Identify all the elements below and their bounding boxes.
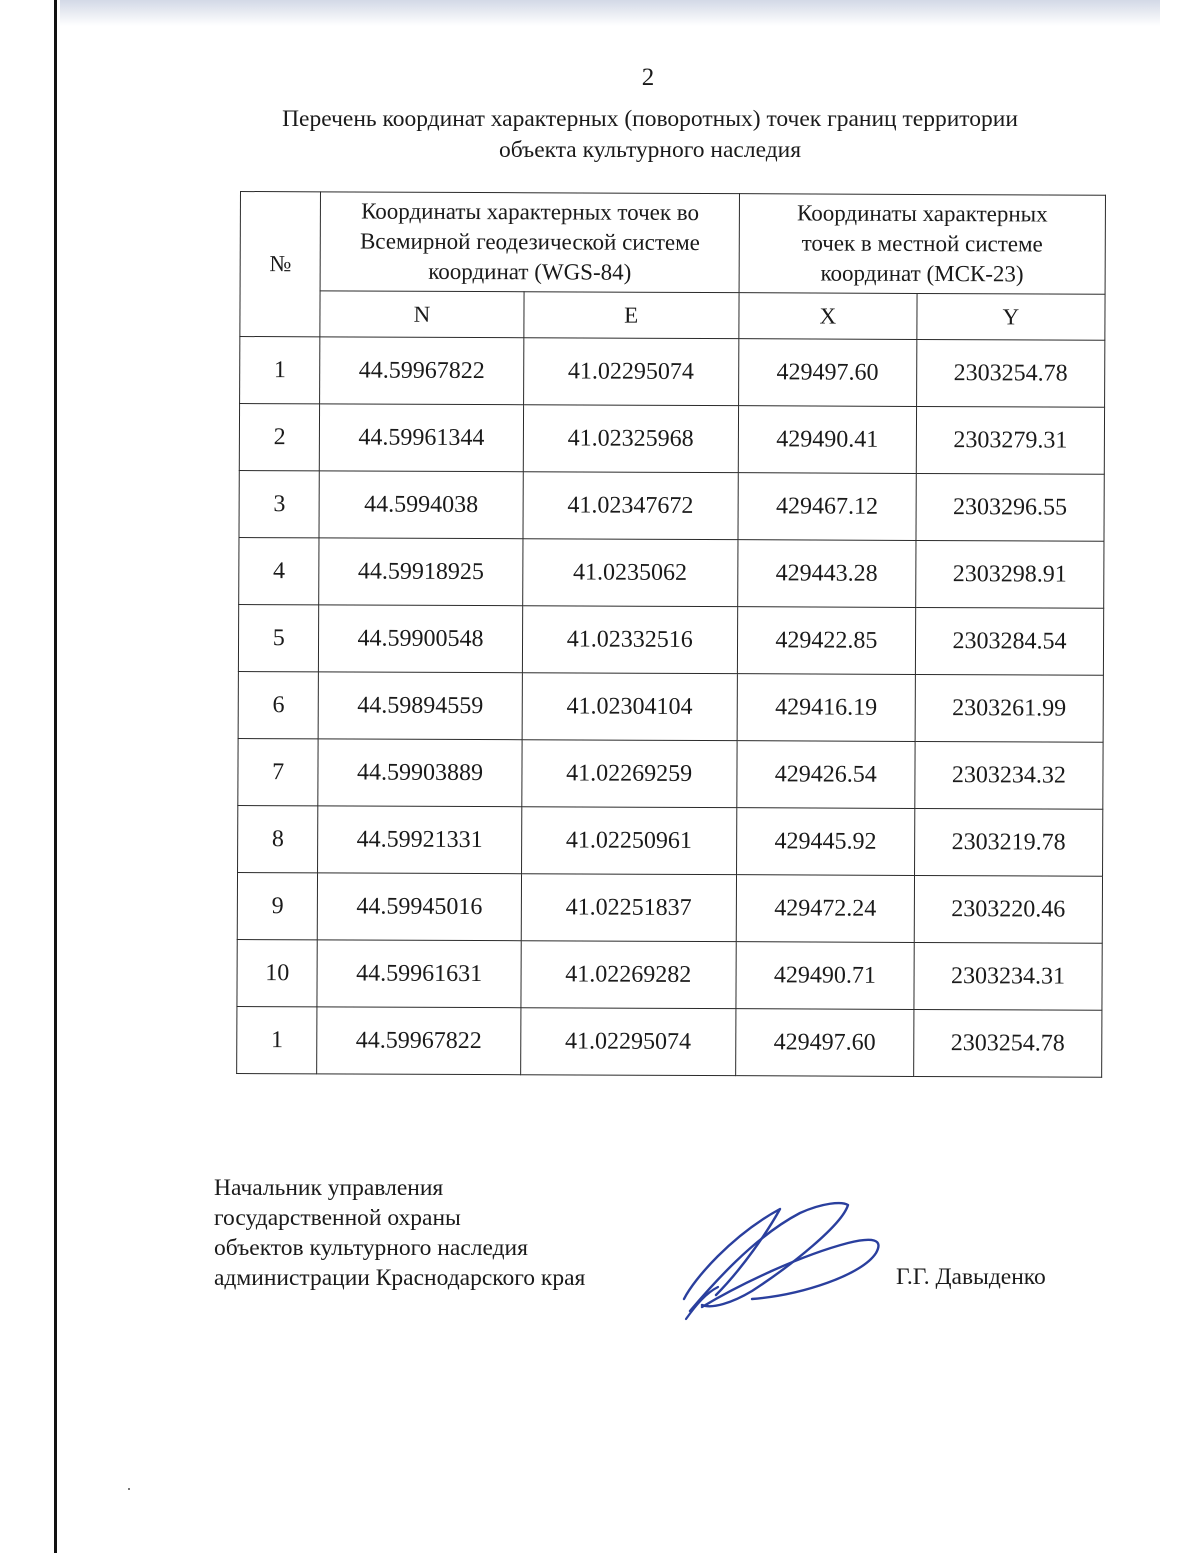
header-wgs84-line-1: Координаты характерных точек во	[361, 198, 700, 226]
cell-msk-x: 429422.85	[737, 607, 915, 675]
subheader-x: X	[739, 293, 917, 340]
cell-wgs-e: 41.02269259	[521, 740, 737, 808]
position-line-2: государственной охраны	[214, 1205, 461, 1231]
cell-msk-x: 429490.41	[738, 406, 916, 474]
cell-wgs-e: 41.02347672	[523, 472, 739, 540]
cell-row-number: 2	[239, 404, 320, 471]
cell-wgs-n: 44.59903889	[318, 739, 521, 807]
position-line-1: Начальник управления	[214, 1175, 444, 1201]
position-line-4: администрации Краснодарского края	[214, 1265, 586, 1291]
table-row	[240, 337, 1105, 408]
cell-msk-x: 429497.60	[736, 1009, 914, 1077]
header-msk23-line-1: Координаты характерных	[796, 200, 1048, 227]
cell-row-number: 10	[237, 939, 318, 1006]
document-title-line-1: Перечень координат характерных (поворотных) точек границ территории	[282, 106, 1018, 132]
table-body	[237, 337, 1105, 1078]
cell-row-number: 3	[239, 470, 320, 537]
signatory-name: Г.Г. Давыденко	[896, 1264, 1046, 1290]
cell-row-number: 6	[238, 671, 319, 738]
table-row	[239, 537, 1104, 608]
table-row	[239, 404, 1104, 475]
handwritten-signature	[672, 1195, 892, 1325]
cell-msk-x: 429445.92	[736, 808, 914, 876]
cell-row-number: 8	[238, 805, 319, 872]
table-subheader-row	[240, 291, 1105, 341]
cell-row-number: 1	[237, 1006, 318, 1073]
cell-wgs-e: 41.02269282	[521, 941, 737, 1009]
cell-row-number: 4	[239, 537, 320, 604]
cell-wgs-e: 41.02332516	[522, 606, 738, 674]
table-row	[239, 470, 1104, 541]
document-title	[200, 104, 1100, 166]
table-row	[237, 1006, 1102, 1077]
table-row	[238, 671, 1103, 742]
header-wgs84-line-2: Всемирной геодезической системе	[359, 228, 700, 256]
table-header-row	[240, 192, 1105, 295]
scan-speck	[128, 1488, 130, 1490]
subheader-e: E	[523, 292, 738, 339]
cell-msk-x: 429426.54	[737, 741, 915, 809]
document-title-line-2: объекта культурного наследия	[498, 137, 802, 163]
cell-msk-y: 2303234.31	[914, 942, 1102, 1010]
header-number: №	[240, 192, 321, 337]
cell-wgs-n: 44.59921331	[318, 806, 521, 874]
table-row	[237, 872, 1102, 943]
cell-msk-y: 2303254.78	[914, 1009, 1102, 1077]
cell-row-number: 7	[238, 738, 319, 805]
cell-msk-y: 2303298.91	[916, 540, 1104, 608]
cell-wgs-n: 44.59900548	[319, 605, 522, 673]
cell-wgs-n: 44.59961631	[317, 940, 520, 1008]
table-row	[237, 939, 1102, 1010]
header-wgs84	[321, 192, 740, 293]
cell-msk-y: 2303284.54	[915, 607, 1103, 675]
subheader-y: Y	[917, 293, 1105, 340]
scan-top-shading	[60, 0, 1160, 26]
signatory-position	[214, 1173, 585, 1293]
cell-msk-y: 2303296.55	[916, 473, 1104, 541]
cell-wgs-n: 44.59918925	[319, 538, 522, 606]
cell-msk-x: 429490.71	[736, 942, 914, 1010]
cell-msk-y: 2303279.31	[916, 406, 1104, 474]
cell-wgs-e: 41.02325968	[523, 405, 739, 473]
cell-wgs-e: 41.02295074	[520, 1008, 736, 1076]
header-msk23	[739, 194, 1106, 295]
table-row	[238, 738, 1103, 809]
cell-msk-y: 2303219.78	[914, 808, 1102, 876]
cell-wgs-n: 44.59967822	[320, 337, 523, 405]
subheader-n: N	[320, 291, 523, 338]
page-left-edge	[54, 0, 57, 1553]
cell-msk-y: 2303254.78	[916, 339, 1104, 407]
cell-msk-x: 429416.19	[737, 674, 915, 742]
page-number: 2	[641, 64, 655, 91]
header-wgs84-line-3: координат (WGS-84)	[428, 258, 632, 285]
position-line-3: объектов культурного наследия	[214, 1235, 528, 1261]
coordinates-table	[236, 191, 1106, 1078]
table-row	[238, 805, 1103, 876]
cell-msk-x: 429472.24	[736, 875, 914, 943]
cell-msk-y: 2303220.46	[914, 875, 1102, 943]
cell-wgs-n: 44.5994038	[319, 471, 522, 539]
cell-wgs-e: 41.02304104	[522, 673, 738, 741]
cell-row-number: 5	[238, 604, 319, 671]
cell-msk-y: 2303234.32	[915, 741, 1103, 809]
cell-wgs-e: 41.02295074	[523, 338, 739, 406]
cell-wgs-e: 41.0235062	[522, 539, 738, 607]
cell-row-number: 9	[237, 872, 318, 939]
cell-wgs-n: 44.59945016	[318, 873, 521, 941]
cell-msk-x: 429443.28	[738, 540, 916, 608]
header-msk23-line-3: координат (МСК-23)	[820, 260, 1024, 287]
table-row	[238, 604, 1103, 675]
header-msk23-line-2: точек в местной системе	[801, 230, 1043, 257]
cell-wgs-n: 44.59967822	[317, 1007, 520, 1075]
cell-msk-y: 2303261.99	[915, 674, 1103, 742]
cell-row-number: 1	[240, 337, 321, 404]
cell-wgs-n: 44.59961344	[320, 404, 523, 472]
cell-msk-x: 429467.12	[738, 473, 916, 541]
cell-wgs-e: 41.02250961	[521, 807, 737, 875]
cell-wgs-e: 41.02251837	[521, 874, 737, 942]
cell-msk-x: 429497.60	[738, 339, 916, 407]
cell-wgs-n: 44.59894559	[319, 672, 522, 740]
